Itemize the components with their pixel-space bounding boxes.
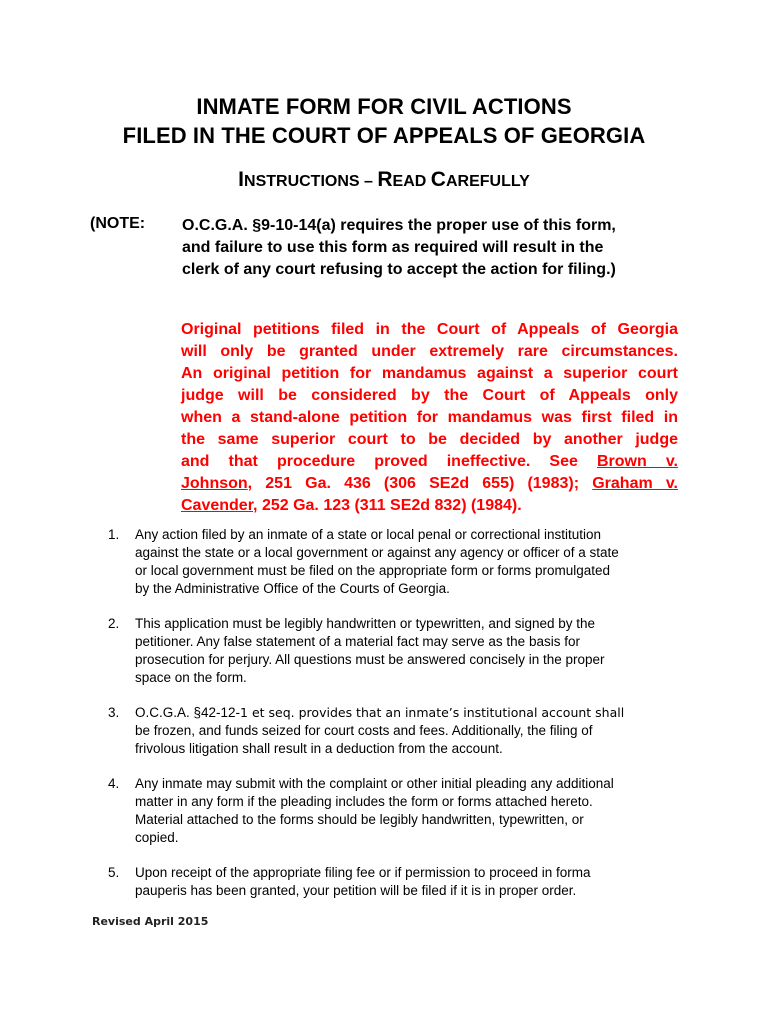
instructions-heading-dash: – <box>359 173 378 190</box>
note-label: (NOTE: <box>90 215 146 232</box>
warning-line: Original petitions filed in the Court of Appeals of Georgia <box>181 321 678 338</box>
document-title-line-1: INMATE FORM FOR CIVIL ACTIONS <box>196 94 572 119</box>
instruction-list <box>108 526 688 917</box>
document-title-line-2: FILED IN THE COURT OF APPEALS OF GEORGIA <box>122 123 646 148</box>
mandamus-warning-notice <box>181 319 678 517</box>
list-item-line: copied. <box>135 830 179 845</box>
warning-line-with-citation <box>181 495 678 517</box>
list-item-line: This application must be legibly handwritten or typewritten, and signed by the <box>135 616 596 631</box>
list-item-number: 3. <box>108 705 120 720</box>
list-item-number: 2. <box>108 616 120 631</box>
warning-line-text: and that procedure proved ineffective. See <box>181 453 578 470</box>
list-item <box>108 526 688 598</box>
citation-brown-johnson-part-1: Brown v. <box>596 453 679 470</box>
citation-graham-cavender-part-1: Graham v. <box>592 475 679 492</box>
instructions-heading <box>0 168 768 192</box>
instructions-heading-word-1: NSTRUCTIONS <box>244 173 360 190</box>
note-line: and failure to use this form as required will result in the <box>182 239 604 256</box>
list-item-line: by the Administrative Office of the Courts of Georgia. <box>135 581 450 596</box>
revision-date: Revised April 2015 <box>92 915 209 928</box>
note-line: clerk of any court refusing to accept the action for filing.) <box>182 261 616 278</box>
list-item-line: space on the form. <box>135 670 247 685</box>
list-item <box>108 615 688 687</box>
note-text <box>182 215 682 281</box>
list-item <box>108 775 688 847</box>
list-item-line: Material attached to the forms should be legibly handwritten, typewritten, or <box>135 812 584 827</box>
instructions-heading-word-2: EAD <box>392 173 431 190</box>
citation-graham-cavender-part-2: Cavender <box>181 497 254 514</box>
instructions-heading-cap-r: R <box>377 168 393 191</box>
instructions-heading-cap-c: C <box>430 168 446 191</box>
warning-line-with-citation <box>181 473 678 495</box>
list-item-line: Upon receipt of the appropriate filing fee or if permission to proceed in forma <box>135 865 591 880</box>
list-item-line-part: O.C.G.A. §42-12- <box>135 705 241 720</box>
list-item-line: matter in any form if the pleading includes the form or forms attached hereto. <box>135 794 593 809</box>
list-item-line <box>135 704 688 722</box>
list-item-line: Any inmate may submit with the complaint or other initial pleading any additional <box>135 776 614 791</box>
list-item-line: be frozen, and funds seized for court costs and fees. Additionally, the filing of <box>135 723 593 738</box>
citation-brown-johnson-reporter: , 251 Ga. 436 (306 SE2d 655) (1983); <box>247 475 580 492</box>
list-item <box>108 864 688 900</box>
warning-line-with-citation <box>181 451 678 473</box>
warning-line: will only be granted under extremely rare circumstances. <box>181 343 678 360</box>
list-item-line: Any action filed by an inmate of a state or local penal or correctional institution <box>135 527 602 542</box>
list-item-line: petitioner. Any false statement of a material fact may serve as the basis for <box>135 634 580 649</box>
warning-line: judge will be considered by the Court of Appeals only <box>181 387 678 404</box>
note-line: O.C.G.A. §9-10-14(a) requires the proper use of this form, <box>182 217 616 234</box>
list-item-line: against the state or a local government or against any agency or officer of a state <box>135 545 619 560</box>
list-item-number: 1. <box>108 527 120 542</box>
list-item-line: pauperis has been granted, your petition will be filed if it is in proper order. <box>135 883 577 898</box>
list-item-line: or local government must be filed on the appropriate form or forms promulgated <box>135 563 610 578</box>
list-item-line: frivolous litigation shall result in a deduction from the account. <box>135 741 503 756</box>
citation-graham-cavender-reporter: , 252 Ga. 123 (311 SE2d 832) (1984). <box>253 497 522 514</box>
warning-line: An original petition for mandamus against a superior court <box>181 365 678 382</box>
instructions-heading-cap-i: I <box>238 168 245 191</box>
list-item-number: 4. <box>108 776 120 791</box>
warning-line: the same superior court to be decided by another judge <box>181 431 678 448</box>
list-item-number: 5. <box>108 865 120 880</box>
citation-brown-johnson-part-2: Johnson <box>181 475 248 492</box>
instructions-heading-word-3: AREFULLY <box>445 173 530 190</box>
list-item <box>108 704 688 758</box>
list-item-line: prosecution for perjury. All questions must be answered concisely in the proper <box>135 652 605 667</box>
list-item-line-part: 1 et seq. provides that an inmate’s institutional account shall <box>240 705 625 720</box>
warning-line: when a stand-alone petition for mandamus was first filed in <box>181 409 678 426</box>
